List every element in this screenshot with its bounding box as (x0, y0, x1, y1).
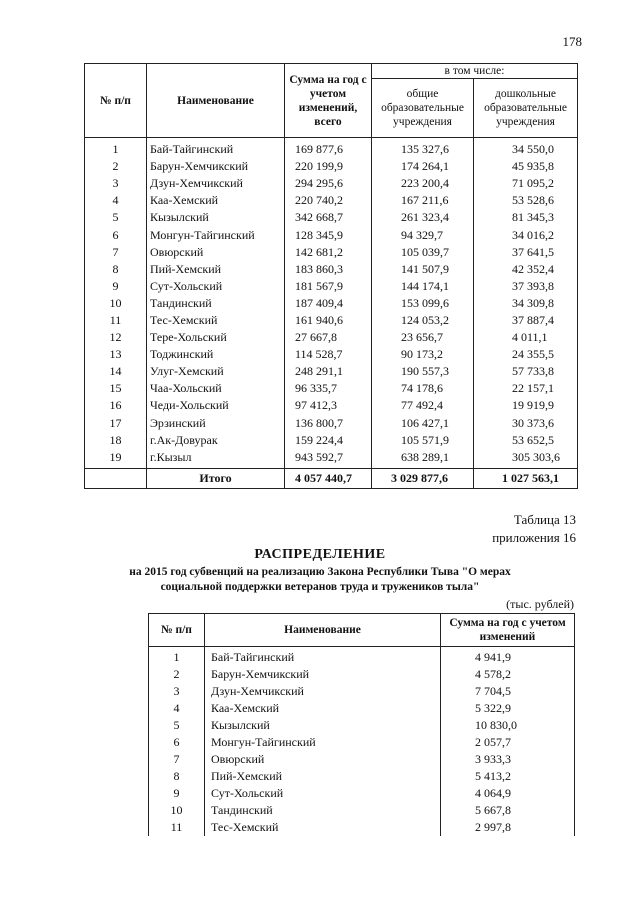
row-general-education: 23 656,7 (372, 329, 474, 346)
row-name: Бай-Тайгинский (147, 138, 285, 159)
row-number: 11 (149, 819, 205, 836)
row-general-education: 153 099,6 (372, 295, 474, 312)
table-row (85, 226, 578, 243)
row-name: Улуг-Хемский (147, 363, 285, 380)
row-general-education: 135 327,6 (372, 138, 474, 159)
table-row (149, 700, 575, 717)
subsidy-table-veterans (148, 613, 575, 836)
row-name: Пий-Хемский (205, 768, 441, 785)
row-name: Каа-Хемский (147, 192, 285, 209)
row-general-education: 106 427,1 (372, 415, 474, 432)
row-name: Кызылский (147, 209, 285, 226)
row-number: 18 (85, 432, 147, 449)
distribution-subtitle-line2: социальной поддержки ветеранов труда и тружеников тыла" (160, 581, 480, 593)
row-number: 17 (85, 415, 147, 432)
table-row (85, 175, 578, 192)
row-number: 13 (85, 346, 147, 363)
row-name: Каа-Хемский (205, 700, 441, 717)
table-note-number: Таблица 13 (513, 512, 576, 527)
table-row (85, 138, 578, 159)
table-row (149, 734, 575, 751)
row-total: 159 224,4 (285, 432, 372, 449)
row-total: 181 567,9 (285, 278, 372, 295)
table-row (85, 449, 578, 469)
row-general-education: 190 557,3 (372, 363, 474, 380)
row-total: 136 800,7 (285, 415, 372, 432)
row-preschool: 57 733,8 (474, 363, 578, 380)
row-general-education: 90 173,2 (372, 346, 474, 363)
row-name: Овюрский (147, 244, 285, 261)
table-row (85, 295, 578, 312)
row-preschool: 24 355,5 (474, 346, 578, 363)
header-name: Наименование (147, 64, 285, 138)
header-sum: Сумма на год с учетом изменений (441, 614, 575, 647)
row-name: Чаа-Хольский (147, 380, 285, 397)
row-number: 1 (149, 647, 205, 667)
row-preschool: 53 652,5 (474, 432, 578, 449)
header-num: № п/п (149, 614, 205, 647)
row-number: 19 (85, 449, 147, 469)
row-name: Чеди-Хольский (147, 397, 285, 414)
row-value: 2 997,8 (441, 819, 575, 836)
row-total: 187 409,4 (285, 295, 372, 312)
row-general-education: 167 211,6 (372, 192, 474, 209)
table-row (149, 647, 575, 667)
row-name: Эрзинский (147, 415, 285, 432)
header-including: в том числе: (372, 64, 578, 79)
table-row (85, 192, 578, 209)
distribution-subtitle-line1: на 2015 год субвенций на реализацию Закона Республики Тыва "О мерах (129, 566, 511, 578)
row-total: 27 667,8 (285, 329, 372, 346)
row-preschool: 30 373,6 (474, 415, 578, 432)
row-preschool: 37 641,5 (474, 244, 578, 261)
page-number: 178 (562, 34, 582, 49)
row-number: 6 (85, 226, 147, 243)
row-number: 4 (85, 192, 147, 209)
row-general-education: 105 039,7 (372, 244, 474, 261)
header-num: № п/п (85, 64, 147, 138)
row-number: 2 (149, 666, 205, 683)
row-name: г.Кызыл (147, 449, 285, 469)
row-total: 97 412,3 (285, 397, 372, 414)
row-general-education: 261 323,4 (372, 209, 474, 226)
table-row (149, 717, 575, 734)
header-preschool: дошкольные образовательные учреждения (474, 79, 578, 138)
row-name: Дзун-Хемчикский (205, 683, 441, 700)
row-number: 3 (149, 683, 205, 700)
row-preschool: 71 095,2 (474, 175, 578, 192)
row-general-education: 77 492,4 (372, 397, 474, 414)
row-number: 10 (85, 295, 147, 312)
table-row (149, 819, 575, 836)
row-value: 5 322,9 (441, 700, 575, 717)
row-number: 7 (149, 751, 205, 768)
row-preschool: 81 345,3 (474, 209, 578, 226)
row-total: 248 291,1 (285, 363, 372, 380)
row-value: 4 064,9 (441, 785, 575, 802)
row-general-education: 174 264,1 (372, 158, 474, 175)
row-number: 14 (85, 363, 147, 380)
header-sum: Сумма на год с учетом изменений, всего (285, 64, 372, 138)
row-total: 220 740,2 (285, 192, 372, 209)
row-name: Сут-Хольский (147, 278, 285, 295)
row-value: 4 941,9 (441, 647, 575, 667)
row-general-education: 74 178,6 (372, 380, 474, 397)
row-number: 9 (85, 278, 147, 295)
header-name: Наименование (205, 614, 441, 647)
table-row (85, 158, 578, 175)
row-name: Тандинский (205, 802, 441, 819)
row-total: 220 199,9 (285, 158, 372, 175)
total-sum: 4 057 440,7 (285, 468, 372, 488)
row-name: Тес-Хемский (147, 312, 285, 329)
row-value: 5 667,8 (441, 802, 575, 819)
table-row (85, 278, 578, 295)
subsidy-table-education (84, 63, 578, 489)
row-value: 4 578,2 (441, 666, 575, 683)
distribution-title: РАСПРЕДЕЛЕНИЕ (254, 547, 386, 562)
row-number: 7 (85, 244, 147, 261)
row-number: 3 (85, 175, 147, 192)
row-total: 114 528,7 (285, 346, 372, 363)
row-preschool: 53 528,6 (474, 192, 578, 209)
total-row (85, 468, 578, 488)
row-preschool: 37 393,8 (474, 278, 578, 295)
table-row (85, 397, 578, 414)
row-number: 6 (149, 734, 205, 751)
table-row (85, 432, 578, 449)
row-number: 9 (149, 785, 205, 802)
row-name: Сут-Хольский (205, 785, 441, 802)
row-name: Тандинский (147, 295, 285, 312)
table-row (85, 415, 578, 432)
row-name: Овюрский (205, 751, 441, 768)
table-row (85, 209, 578, 226)
total-preschool: 1 027 563,1 (474, 468, 578, 488)
table-row (149, 666, 575, 683)
table-row (85, 363, 578, 380)
row-total: 943 592,7 (285, 449, 372, 469)
row-name: Барун-Хемчикский (205, 666, 441, 683)
row-value: 7 704,5 (441, 683, 575, 700)
row-preschool: 4 011,1 (474, 329, 578, 346)
table-row (85, 346, 578, 363)
row-number: 8 (149, 768, 205, 785)
row-number: 5 (85, 209, 147, 226)
table-row (85, 261, 578, 278)
row-preschool: 305 303,6 (474, 449, 578, 469)
row-general-education: 144 174,1 (372, 278, 474, 295)
table-row (85, 312, 578, 329)
total-label: Итого (147, 468, 285, 488)
row-name: Тере-Хольский (147, 329, 285, 346)
row-number: 4 (149, 700, 205, 717)
row-number: 5 (149, 717, 205, 734)
row-name: Бай-Тайгинский (205, 647, 441, 667)
row-general-education: 638 289,1 (372, 449, 474, 469)
total-general: 3 029 877,6 (372, 468, 474, 488)
row-preschool: 34 550,0 (474, 138, 578, 159)
table-row (85, 329, 578, 346)
row-name: Тес-Хемский (205, 819, 441, 836)
table-row (149, 683, 575, 700)
row-general-education: 105 571,9 (372, 432, 474, 449)
table-row (85, 244, 578, 261)
row-preschool: 37 887,4 (474, 312, 578, 329)
table-row (149, 768, 575, 785)
row-preschool: 45 935,8 (474, 158, 578, 175)
table-row (149, 751, 575, 768)
header-general-education: общие образовательные учреждения (372, 79, 474, 138)
row-number: 1 (85, 138, 147, 159)
row-general-education: 94 329,7 (372, 226, 474, 243)
unit-label: (тыс. рублей) (506, 597, 574, 611)
row-name: Монгун-Тайгинский (147, 226, 285, 243)
row-name: Дзун-Хемчикский (147, 175, 285, 192)
row-number: 15 (85, 380, 147, 397)
row-total: 169 877,6 (285, 138, 372, 159)
table-note-appendix: приложения 16 (492, 530, 576, 545)
row-general-education: 223 200,4 (372, 175, 474, 192)
row-total: 294 295,6 (285, 175, 372, 192)
row-value: 2 057,7 (441, 734, 575, 751)
row-value: 10 830,0 (441, 717, 575, 734)
row-total: 96 335,7 (285, 380, 372, 397)
row-number: 11 (85, 312, 147, 329)
table-row (149, 785, 575, 802)
row-name: Тоджинский (147, 346, 285, 363)
row-total: 128 345,9 (285, 226, 372, 243)
row-general-education: 141 507,9 (372, 261, 474, 278)
row-preschool: 34 016,2 (474, 226, 578, 243)
row-number: 12 (85, 329, 147, 346)
row-name: Пий-Хемский (147, 261, 285, 278)
row-total: 342 668,7 (285, 209, 372, 226)
row-name: Монгун-Тайгинский (205, 734, 441, 751)
table-row (149, 802, 575, 819)
row-total: 142 681,2 (285, 244, 372, 261)
row-number: 8 (85, 261, 147, 278)
row-total: 183 860,3 (285, 261, 372, 278)
row-preschool: 42 352,4 (474, 261, 578, 278)
row-name: Кызылский (205, 717, 441, 734)
row-name: г.Ак-Довурак (147, 432, 285, 449)
row-preschool: 34 309,8 (474, 295, 578, 312)
row-name: Барун-Хемчикский (147, 158, 285, 175)
row-value: 3 933,3 (441, 751, 575, 768)
row-value: 5 413,2 (441, 768, 575, 785)
row-total: 161 940,6 (285, 312, 372, 329)
row-preschool: 19 919,9 (474, 397, 578, 414)
row-number: 16 (85, 397, 147, 414)
row-preschool: 22 157,1 (474, 380, 578, 397)
table-row (85, 380, 578, 397)
row-number: 10 (149, 802, 205, 819)
row-number: 2 (85, 158, 147, 175)
row-general-education: 124 053,2 (372, 312, 474, 329)
